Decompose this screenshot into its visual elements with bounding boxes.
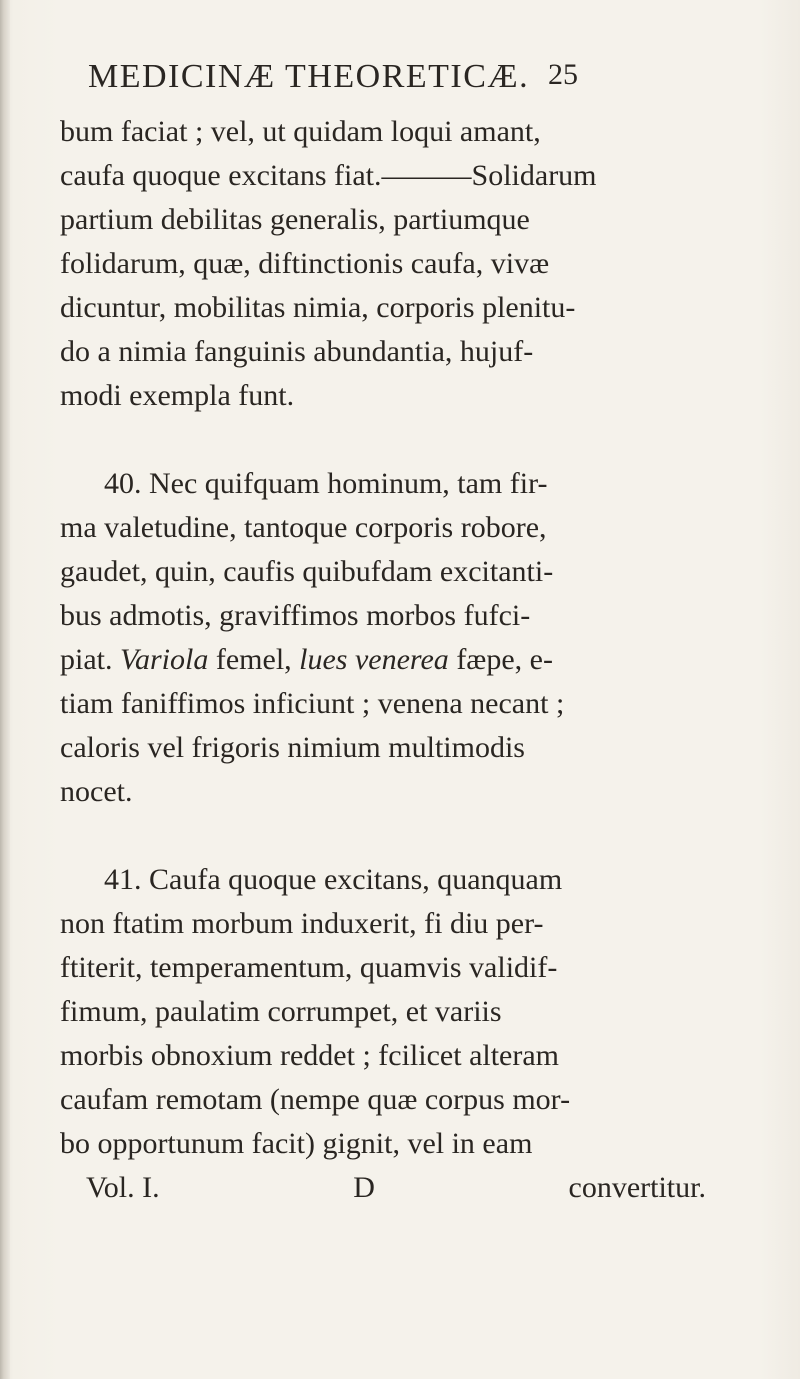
text-run: fæpe, e-	[448, 643, 553, 676]
page-binding-edge	[0, 0, 10, 1379]
paragraph-gap	[60, 814, 720, 858]
text-line: caufa quoque excitans fiat.———Solidarum	[60, 159, 597, 192]
text-line: caufam remotam (nempe quæ corpus mor-	[60, 1083, 571, 1116]
text-line-mixed	[60, 638, 720, 682]
italic-term: Variola	[120, 643, 209, 676]
text-line: morbis obnoxium reddet ; fcilicet alteram	[60, 1039, 560, 1072]
text-line: caloris vel frigoris nimium multimodis	[60, 731, 525, 764]
page-header	[88, 58, 578, 108]
page-number: 25	[548, 58, 578, 91]
text-line: folidarum, quæ, diftinctionis caufa, vivæ	[60, 247, 550, 280]
text-run: femel,	[208, 643, 300, 676]
text-line: partium debilitas generalis, partiumque	[60, 203, 530, 236]
page-footer	[60, 1166, 706, 1210]
italic-term: lues venerea	[299, 643, 449, 676]
paragraph-41	[60, 858, 720, 1166]
text-line: gaudet, quin, caufis quibufdam excitanti-	[60, 555, 554, 588]
text-line: modi exempla funt.	[60, 379, 295, 412]
signature-mark: D	[353, 1171, 375, 1204]
text-line: fimum, paulatim corrumpet, et variis	[60, 995, 502, 1028]
paragraph-gap	[60, 418, 720, 462]
text-line: bo opportunum facit) gignit, vel in eam	[60, 1127, 533, 1160]
text-line: bum faciat ; vel, ut quidam loqui amant,	[60, 115, 541, 148]
paragraph-40	[60, 462, 720, 814]
text-line: dicuntur, mobilitas nimia, corporis plenitu-	[60, 291, 576, 324]
text-line: non ftatim morbum induxerit, fi diu per-	[60, 907, 544, 940]
text-line: tiam faniffimos inficiunt ; venena necant ;	[60, 687, 565, 720]
text-line: do a nimia fanguinis abundantia, hujuf-	[60, 335, 534, 368]
text-line: 40. Nec quifquam hominum, tam fir-	[104, 467, 548, 500]
text-line: ftiterit, temperamentum, quamvis validif-	[60, 951, 558, 984]
running-title: MEDICINÆ THEORETICÆ.	[88, 58, 530, 95]
volume-label: Vol. I.	[86, 1171, 160, 1204]
text-run: piat.	[60, 643, 120, 676]
text-line: ma valetudine, tantoque corporis robore,	[60, 511, 547, 544]
text-line: nocet.	[60, 775, 133, 808]
paragraph-1	[60, 110, 720, 418]
catchword: convertitur.	[568, 1171, 706, 1204]
text-line: 41. Caufa quoque excitans, quanquam	[104, 863, 563, 896]
text-line: bus admotis, graviffimos morbos fufci-	[60, 599, 531, 632]
body-text	[60, 110, 720, 1210]
